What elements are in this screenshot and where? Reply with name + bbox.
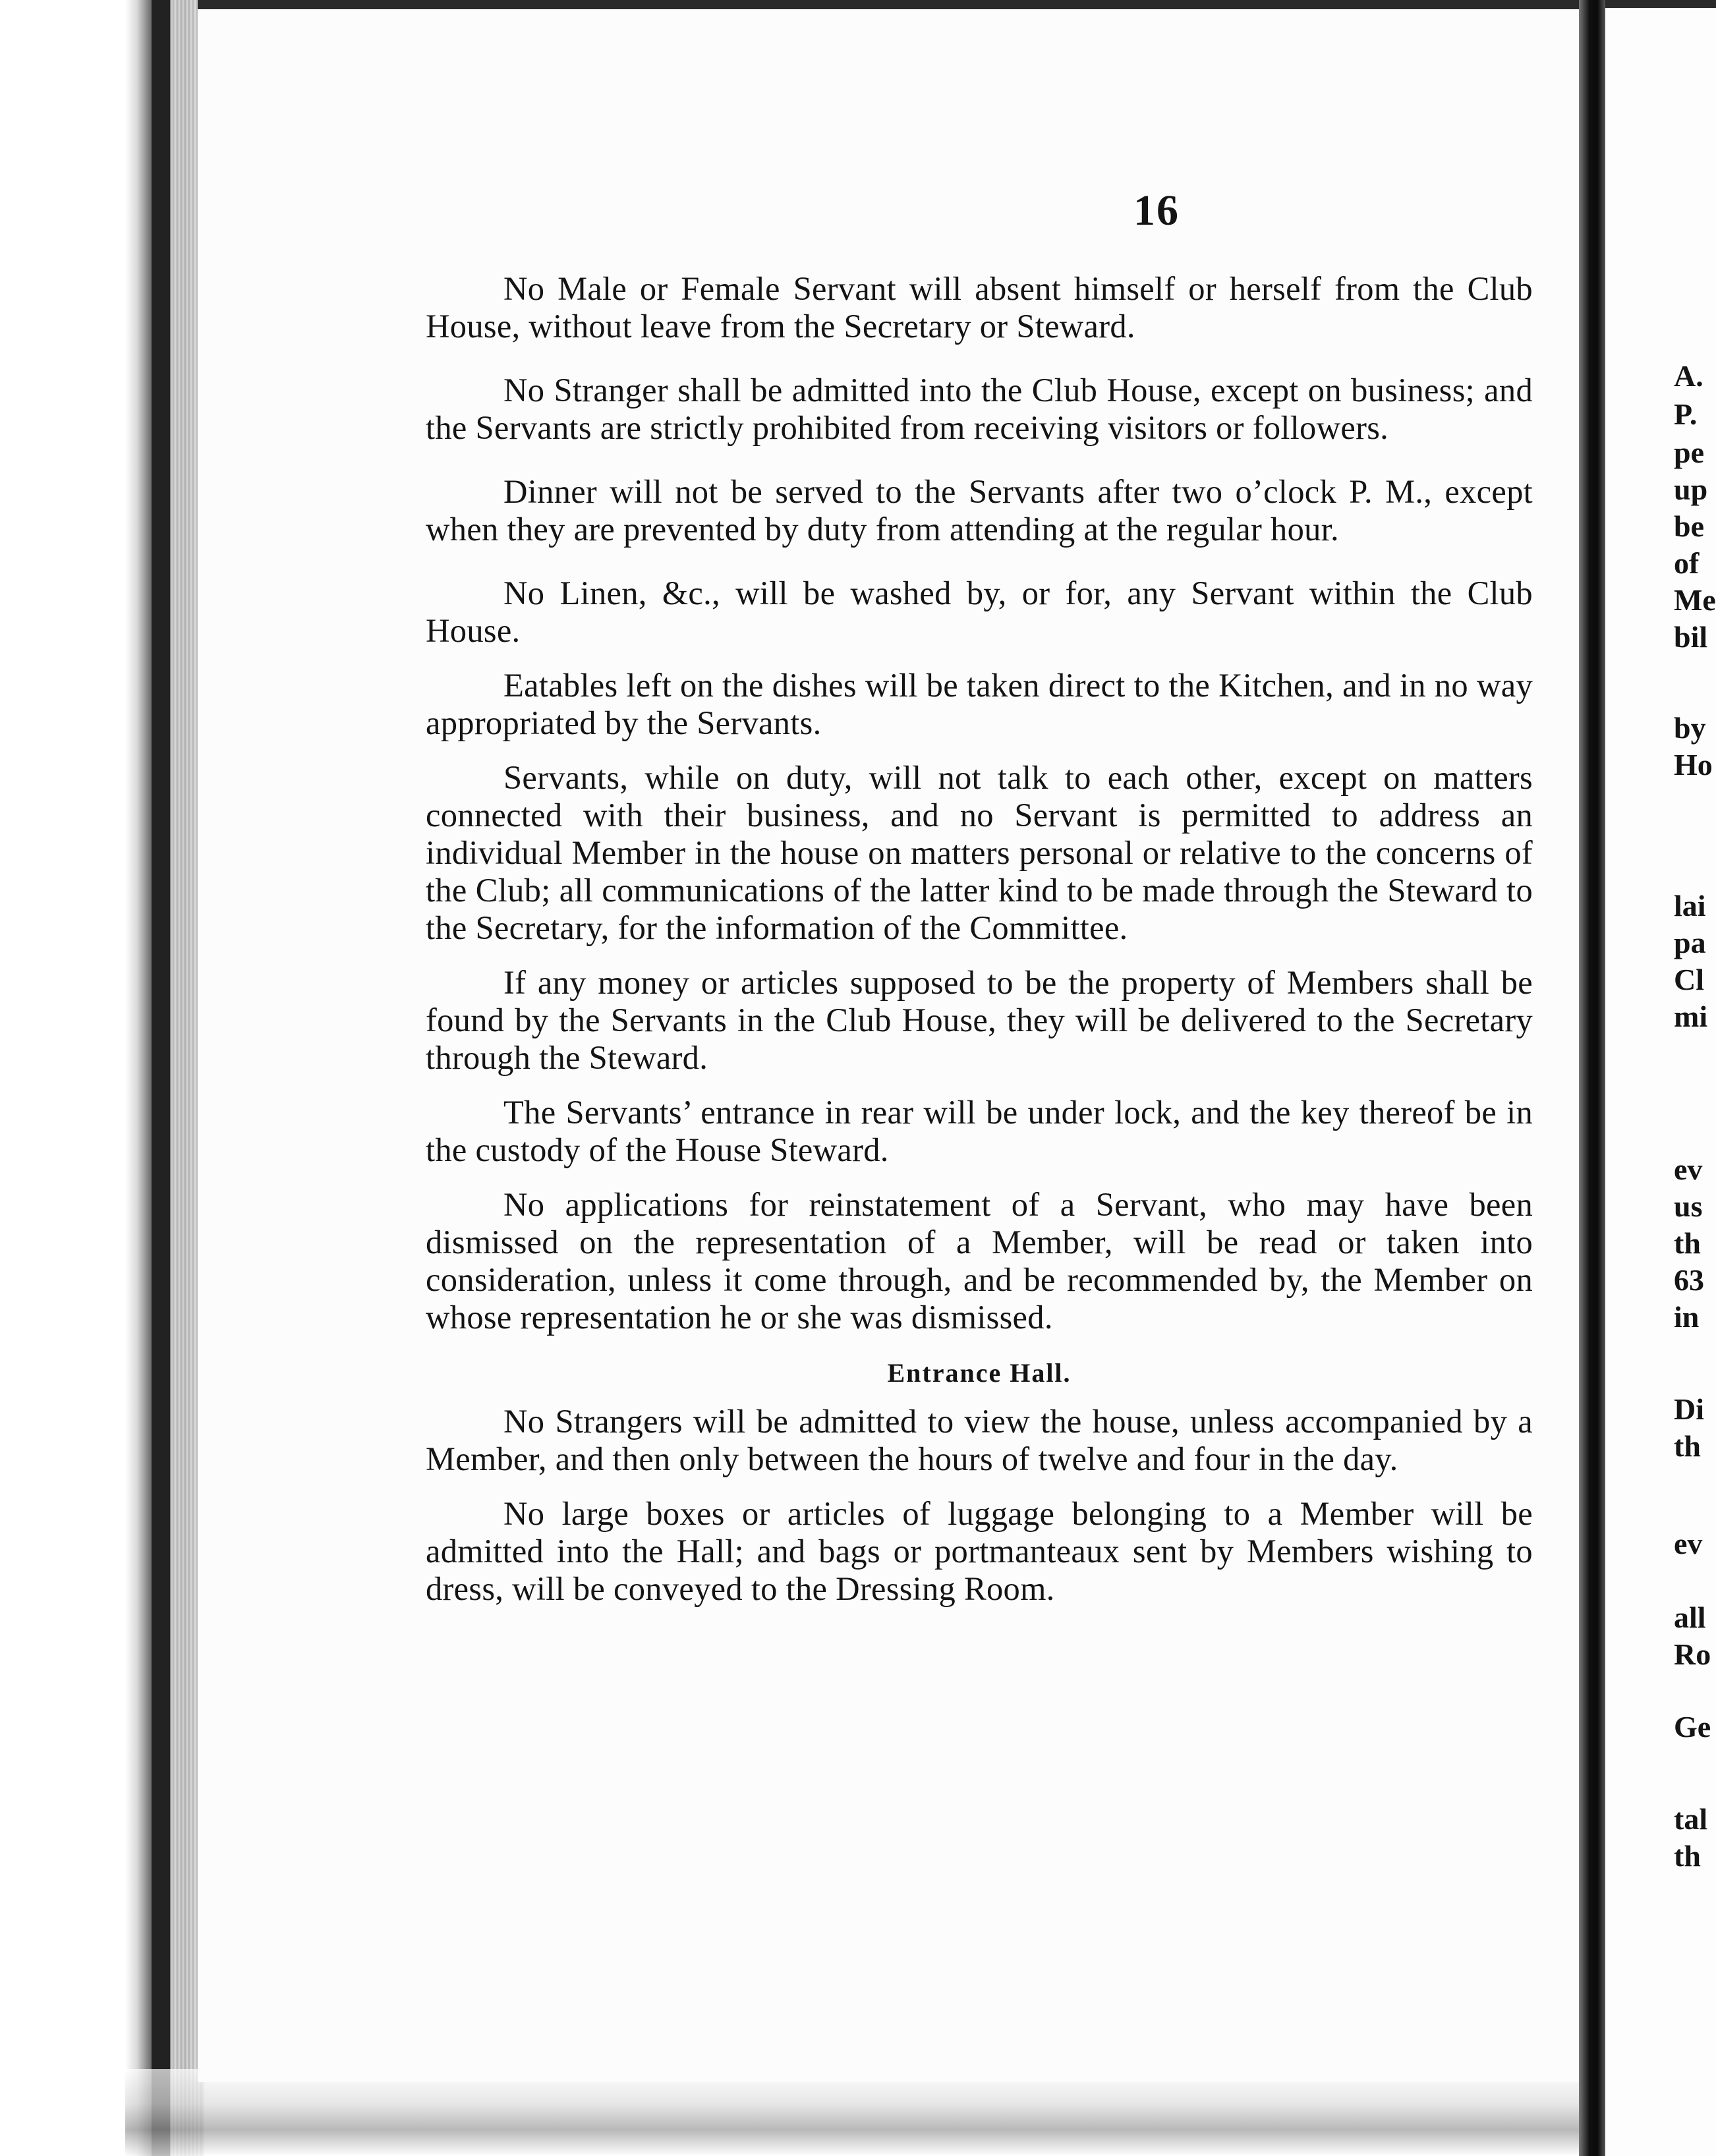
fragment-line: mi	[1674, 1000, 1708, 1033]
fragment-line: tal	[1674, 1802, 1708, 1836]
book-gutter	[1579, 0, 1605, 2156]
section-heading-entrance-hall: Entrance Hall.	[887, 1358, 1072, 1388]
fragment-line: Di	[1674, 1392, 1704, 1426]
paragraph-luggage: No large boxes or articles of luggage belonging to a Member will be admitted into the Hall; and bags or portmanteaux sent by Members wishing to dress, will be conveyed to the Dressing Room.	[426, 1495, 1533, 1607]
binding-shadow	[152, 0, 170, 2156]
paragraph-linen: No Linen, &c., will be washed by, or for, any Servant within the Club House.	[426, 575, 1533, 649]
fragment-line: th	[1674, 1429, 1701, 1463]
fragment-line: ev	[1674, 1152, 1703, 1186]
fragment-line: A.	[1674, 359, 1703, 393]
fragment-line: pa	[1674, 926, 1706, 959]
fragment-line: 63	[1674, 1263, 1704, 1297]
fragment-line: us	[1674, 1189, 1703, 1223]
fragment-line: Ro	[1674, 1637, 1711, 1671]
paragraph-view-house: No Strangers will be admitted to view the house, unless accompanied by a Member, and then only between the hours of twelve and four in the day.	[426, 1403, 1533, 1477]
fragment-line: up	[1674, 472, 1708, 506]
paragraph-servant-absence: No Male or Female Servant will absent himself or herself from the Club House, without leave from the Secretary or Steward.	[426, 270, 1533, 345]
fragment-line: Cl	[1674, 963, 1704, 996]
page-body	[426, 270, 1533, 1608]
fragment-line: Ho	[1674, 748, 1713, 781]
paragraph-strangers: No Stranger shall be admitted into the Club House, except on business; and the Servants are strictly prohibited from receiving visitors or followers.	[426, 372, 1533, 446]
paragraph-servants-entrance: The Servants’ entrance in rear will be under lock, and the key thereof be in the custody of the House Steward.	[426, 1094, 1533, 1168]
fragment-line: ev	[1674, 1527, 1703, 1560]
fragment-line: bil	[1674, 620, 1708, 654]
fragment-line: lai	[1674, 889, 1706, 922]
fragment-line: all	[1674, 1601, 1706, 1634]
paragraph-servants-talk: Servants, while on duty, will not talk to each other, except on matters connected with their business, and no Servant is permitted to address an individual Member in the house on matters personal or relative to the concerns of the Club; all communications of the latter kind to be made through the Steward to the Secretary, for the information of the Committee.	[426, 759, 1533, 946]
fragment-line: in	[1674, 1300, 1700, 1334]
paragraph-found-property: If any money or articles supposed to be the property of Members shall be found by the Servants in the Club House, they will be delivered to the Secretary through the Steward.	[426, 964, 1533, 1076]
fragment-line: be	[1674, 509, 1704, 543]
fragment-line: by	[1674, 711, 1706, 745]
paragraph-reinstatement: No applications for reinstatement of a Servant, who may have been dismissed on the representation of a Member, will be read or taken into consideration, unless it come through, and be recommended by, the Member on whose representation he or she was dismissed.	[426, 1186, 1533, 1336]
paragraph-dinner: Dinner will not be served to the Servants after two o’clock P. M., except when they are prevented by duty from attending at the regular hour.	[426, 473, 1533, 548]
fragment-line: th	[1674, 1839, 1701, 1873]
fragment-line: th	[1674, 1226, 1701, 1260]
fragment-line: of	[1674, 546, 1700, 580]
page-number: 16	[1133, 186, 1180, 235]
paragraph-eatables: Eatables left on the dishes will be taken direct to the Kitchen, and in no way appropriated by the Servants.	[426, 667, 1533, 741]
fragment-line: Ge	[1674, 1710, 1711, 1744]
fragment-line: Me	[1674, 583, 1716, 617]
fragment-line: pe	[1674, 436, 1704, 469]
fragment-line: P.	[1674, 397, 1698, 431]
